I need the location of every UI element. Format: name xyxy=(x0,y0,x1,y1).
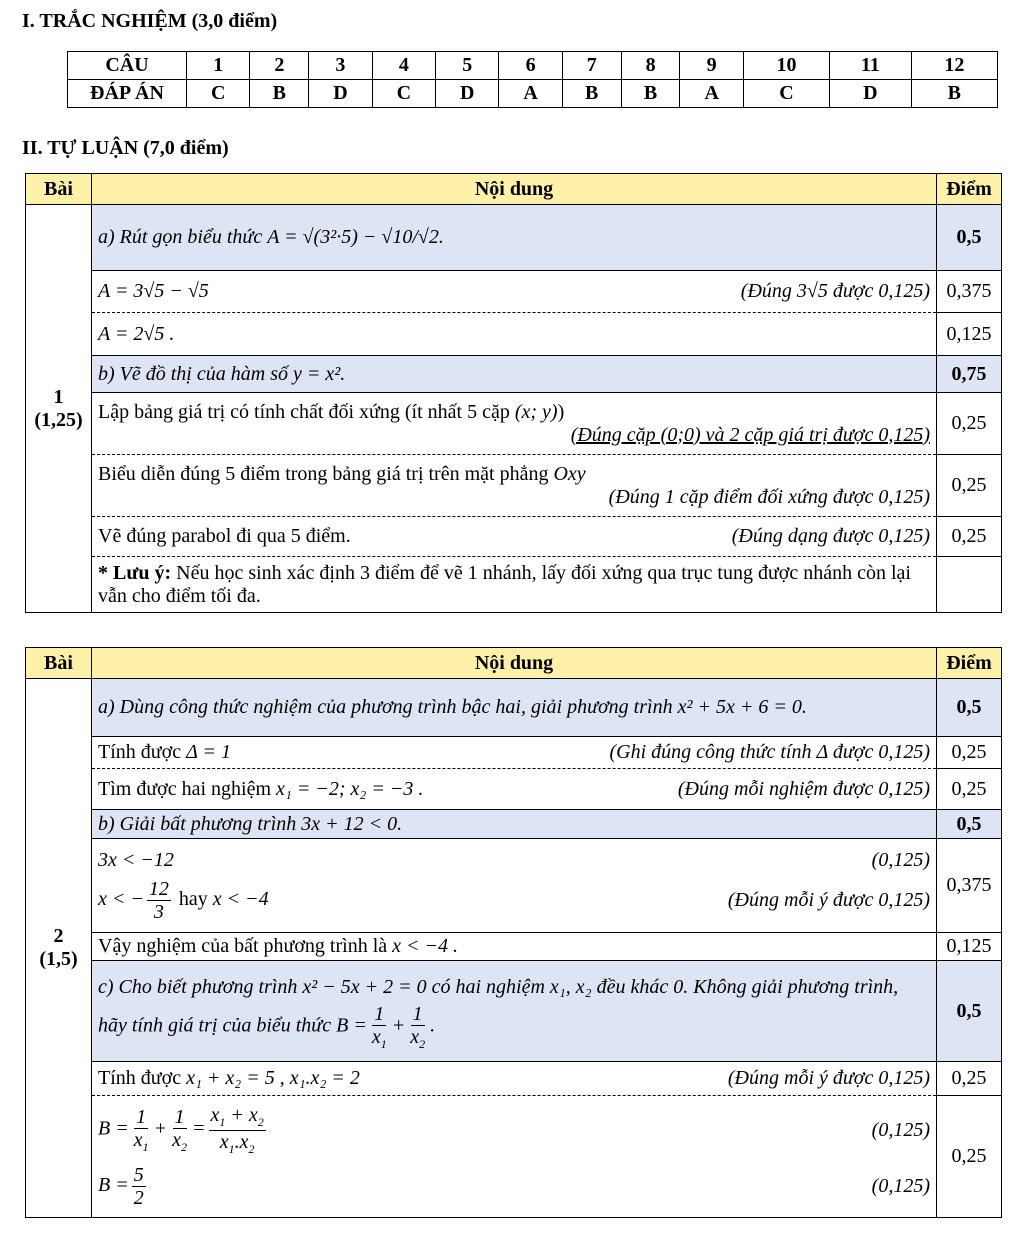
table-row xyxy=(26,517,1002,557)
table-row xyxy=(26,933,1002,961)
bai2-a1-note: (Ghi đúng công thức tính Δ được 0,125) xyxy=(609,741,930,763)
bai2-number: 2 xyxy=(53,925,64,947)
bai2-b-points: 0,5 xyxy=(937,810,1002,839)
table-row xyxy=(26,356,1002,393)
header-diem: Điểm xyxy=(937,648,1002,679)
question-number: 12 xyxy=(911,52,997,80)
bai2-b3 xyxy=(92,933,937,961)
answer-cell: C xyxy=(187,80,250,108)
question-number: 3 xyxy=(309,52,372,80)
answer-cell: A xyxy=(680,80,743,108)
bai2-a-expr: x² + 5x + 6 = 0. xyxy=(677,696,807,718)
frac-numerator: 12 xyxy=(148,877,169,900)
answer-key-answer-row xyxy=(68,80,998,108)
bai2-part-b xyxy=(92,810,937,839)
table-row xyxy=(26,810,1002,839)
question-number: 1 xyxy=(187,52,250,80)
question-number: 6 xyxy=(499,52,562,80)
question-number: 10 xyxy=(743,52,829,80)
bai2-c-text1: c) Cho biết phương trình xyxy=(98,975,298,998)
bai2-c1-text: Tính được xyxy=(98,1067,182,1089)
table-row xyxy=(26,961,1002,1062)
bai2-a1-expr: Δ = 1 xyxy=(186,741,231,763)
table-row xyxy=(26,679,1002,737)
question-label: CÂU xyxy=(68,52,187,80)
table-row xyxy=(26,455,1002,517)
bai1-note-label: * Lưu ý: xyxy=(98,561,172,584)
bai2-a1-points: 0,25 xyxy=(937,737,1002,769)
table-header-row xyxy=(26,648,1002,679)
bai1-b1-expr: (x; y) xyxy=(514,400,558,423)
table-row xyxy=(26,313,1002,356)
bai2-b3-text: Vậy nghiệm của bất phương trình là xyxy=(98,935,388,957)
answer-cell: D xyxy=(830,80,912,108)
bai2-c23-points: 0,25 xyxy=(937,1096,1002,1218)
answer-cell: A xyxy=(499,80,562,108)
bai1-b1-points: 0,25 xyxy=(937,393,1002,455)
section2-title: II. TỰ LUẬN (7,0 điểm) xyxy=(22,137,229,159)
question-number: 7 xyxy=(562,52,621,80)
bai2-b2-expr2: x < −4 xyxy=(212,887,269,910)
question-number: 9 xyxy=(680,52,743,80)
bai1-a2-points: 0,125 xyxy=(937,313,1002,356)
bai1-score: (1,25) xyxy=(34,408,83,431)
bai1-a-text: a) Rút gọn biểu thức xyxy=(98,226,263,248)
answer-cell: C xyxy=(372,80,435,108)
bai1-a2-expr: A = 2√5 . xyxy=(98,322,175,345)
answer-key-table xyxy=(67,51,998,108)
answer-cell: D xyxy=(309,80,372,108)
section1-title: I. TRẮC NGHIỆM (3,0 điểm) xyxy=(22,10,278,32)
bai2-c2-expr: B = $\frac{1}{x_1}$ + $\frac{1}{x_2}$ = $\frac{x_1 + x_2}{x_1.x_2}$ xyxy=(98,1104,264,1156)
bai2-c-expr3-lhs: B = xyxy=(336,1014,367,1037)
table-row xyxy=(26,737,1002,769)
bai1-a1 xyxy=(92,271,937,313)
bai1-a1-expr: A = 3√5 − √5 xyxy=(98,280,209,302)
bai1-b2-text: Biểu diễn đúng 5 điểm trong bảng giá trị trên mặt phẳng xyxy=(98,462,549,485)
bai1-b-text: b) Vẽ đồ thị của hàm số xyxy=(98,362,288,385)
bai2-c-expr2: x₁, x₂ xyxy=(549,975,592,998)
bai1-part-b xyxy=(92,356,937,393)
bai2-c3-expr: B = $\frac{5}{2}$ xyxy=(98,1163,144,1209)
bai2-a2 xyxy=(92,769,937,810)
bai2-c1-points: 0,25 xyxy=(937,1062,1002,1096)
table-row xyxy=(26,1096,1002,1218)
bai1-number: 1 xyxy=(53,385,64,408)
bai2-a-text: a) Dùng công thức nghiệm của phương trình bậc hai, giải phương trình xyxy=(98,696,673,718)
answer-label: ĐÁP ÁN xyxy=(68,80,187,108)
bai2-part-a xyxy=(92,679,937,737)
bai2-b12-points: 0,375 xyxy=(937,839,1002,933)
bai2-b3-points: 0,125 xyxy=(937,933,1002,961)
bai2-b1-note: (0,125) xyxy=(871,848,930,871)
bai1-note-points xyxy=(937,557,1002,613)
header-noidung: Nội dung xyxy=(92,174,937,205)
question-number: 4 xyxy=(372,52,435,80)
answer-cell: B xyxy=(562,80,621,108)
table-header-row xyxy=(26,174,1002,205)
bai2-c-expr1: x² − 5x + 2 = 0 xyxy=(302,975,427,998)
bai1-part-a xyxy=(92,205,937,271)
table-row xyxy=(26,769,1002,810)
bai2-score: (1,5) xyxy=(39,948,78,970)
bai1-b-points: 0,75 xyxy=(937,356,1002,393)
bai2-a2-note: (Đúng mỗi nghiệm được 0,125) xyxy=(677,777,930,800)
fraction-1-x1: $\frac{1}{x_1}$ xyxy=(371,1002,387,1051)
answer-cell: B xyxy=(250,80,309,108)
bai1-note xyxy=(92,557,937,613)
bai2-b-expr: 3x + 12 < 0. xyxy=(301,812,403,835)
bai1-b2-points: 0,25 xyxy=(937,455,1002,517)
essay-table-bai2 xyxy=(25,647,1002,1218)
bai2-c2-note: (0,125) xyxy=(871,1118,930,1141)
bai1-a-expr: A = √(3²·5) − √10/√2. xyxy=(267,226,444,248)
bai2-a1-text: Tính được xyxy=(98,741,182,763)
bai1-a-points: 0,5 xyxy=(937,205,1002,271)
bai2-a2-text: Tìm được hai nghiệm xyxy=(98,777,272,800)
bai2-b12 xyxy=(92,839,937,933)
bai1-b1-note: (Đúng cặp (0;0) và 2 cặp giá trị được 0,125) xyxy=(570,423,930,446)
bai2-b2-mid: hay xyxy=(178,887,208,910)
bai1-a1-note: (Đúng 3√5 được 0,125) xyxy=(740,280,930,302)
table-row xyxy=(26,271,1002,313)
table-row xyxy=(26,557,1002,613)
bai1-note-text: Nếu học sinh xác định 3 điểm để vẽ 1 nhánh, lấy đối xứng qua trục tung được nhánh còn lại vẫn cho điểm tối đa. xyxy=(98,561,911,607)
table-row xyxy=(26,1062,1002,1096)
bai2-b-text: b) Giải bất phương trình xyxy=(98,812,297,835)
header-bai: Bài xyxy=(26,174,92,205)
bai2-c-text3: đều khác 0. Không giải phương trình, hãy tính giá trị của biểu thức xyxy=(98,975,899,1037)
bai1-b2-note: (Đúng 1 cặp điểm đối xứng được 0,125) xyxy=(608,485,930,508)
table-row xyxy=(26,205,1002,271)
bai2-c1-note: (Đúng mỗi ý được 0,125) xyxy=(727,1067,930,1089)
answer-cell: C xyxy=(743,80,829,108)
answer-cell: B xyxy=(621,80,680,108)
bai1-b3 xyxy=(92,517,937,557)
answer-cell: B xyxy=(911,80,997,108)
fraction-12-3 xyxy=(147,878,171,923)
bai2-c1-expr: x₁ + x₂ = 5 , x₁.x₂ = 2 xyxy=(186,1067,360,1089)
bai2-a2-expr: x₁ = −2; x₂ = −3 . xyxy=(276,777,424,800)
bai1-b-expr: y = x². xyxy=(292,362,346,385)
bai2-a1 xyxy=(92,737,937,769)
bai2-b3-expr: x < −4 . xyxy=(392,935,458,957)
bai1-b3-text: Vẽ đúng parabol đi qua 5 điểm. xyxy=(98,525,351,547)
bai1-b2-expr: Oxy xyxy=(553,462,586,485)
bai2-a2-points: 0,25 xyxy=(937,769,1002,810)
bai1-b1-text: Lập bảng giá trị có tính chất đối xứng (ít nhất 5 cặp xyxy=(98,400,510,423)
answer-key-question-row xyxy=(68,52,998,80)
bai1-b1: Lập bảng giá trị có tính chất đối xứng (ít nhất 5 cặp (x; y)) (Đúng cặp (0;0) và 2 cặp giá trị được 0,125) xyxy=(92,393,937,455)
fraction-1-x2: $\frac{1}{x_2}$ xyxy=(410,1002,426,1051)
bai2-b2-note: (Đúng mỗi ý được 0,125) xyxy=(727,888,930,911)
header-bai: Bài xyxy=(26,648,92,679)
bai2-a-points: 0,5 xyxy=(937,679,1002,737)
bai2-c23 xyxy=(92,1096,937,1218)
bai2-c-points: 0,5 xyxy=(937,961,1002,1062)
header-noidung: Nội dung xyxy=(92,648,937,679)
table-row xyxy=(26,839,1002,933)
bai2-c3-note: (0,125) xyxy=(871,1174,930,1197)
bai1-b2 xyxy=(92,455,937,517)
bai1-a2 xyxy=(92,313,937,356)
bai1-label xyxy=(26,205,92,613)
answer-cell: D xyxy=(436,80,499,108)
bai2-b2-lhs: x < − xyxy=(98,887,144,910)
frac-denominator: 3 xyxy=(153,900,164,923)
question-number: 5 xyxy=(436,52,499,80)
bai1-b3-note: (Đúng dạng được 0,125) xyxy=(731,525,930,547)
essay-table-bai1 xyxy=(25,173,1002,613)
bai2-c1 xyxy=(92,1062,937,1096)
question-number: 8 xyxy=(621,52,680,80)
table-row xyxy=(26,393,1002,455)
bai2-label xyxy=(26,679,92,1218)
bai2-b1-expr: 3x < −12 xyxy=(98,848,174,871)
bai1-b3-points: 0,25 xyxy=(937,517,1002,557)
question-number: 2 xyxy=(250,52,309,80)
header-diem: Điểm xyxy=(937,174,1002,205)
question-number: 11 xyxy=(830,52,912,80)
bai1-a1-points: 0,375 xyxy=(937,271,1002,313)
bai2-part-c: c) Cho biết phương trình x² − 5x + 2 = 0 có hai nghiệm x₁, x₂ đều khác 0. Không giải phương trình, hãy tính giá trị của biểu thức B = $\frac{1}{x_1}$ + $\frac{1}{x_2}$ . xyxy=(92,961,937,1062)
bai2-c-text2: có hai nghiệm xyxy=(431,975,545,998)
